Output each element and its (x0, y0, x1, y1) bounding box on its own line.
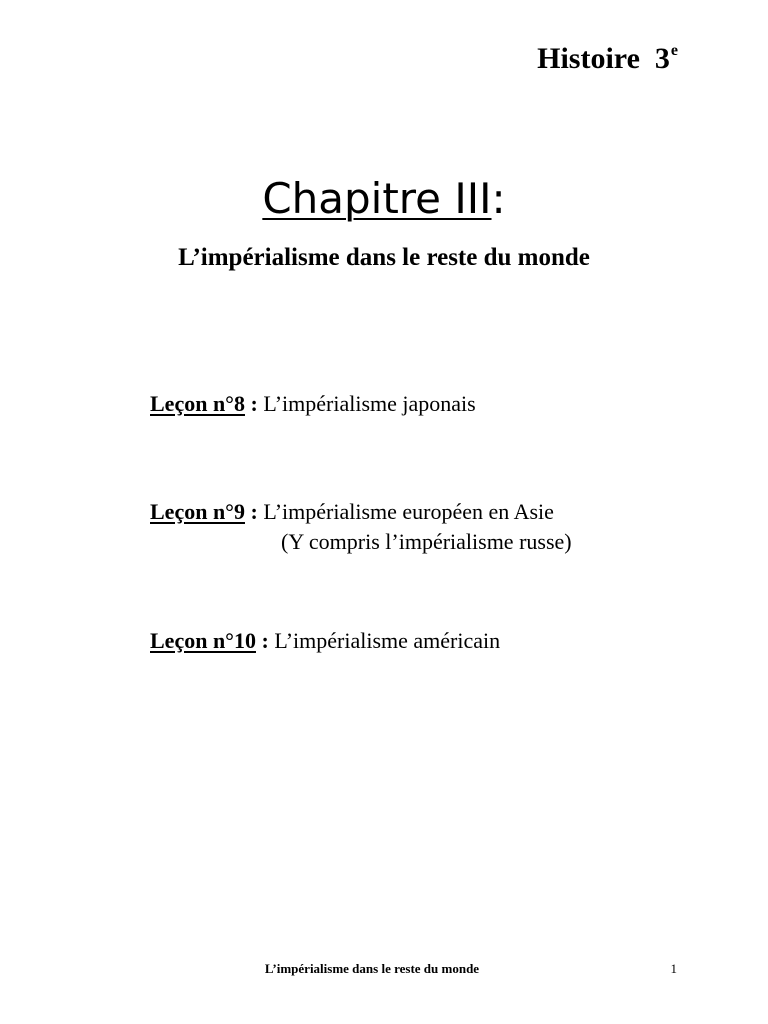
lesson-8-colon: : (244, 391, 258, 416)
subject-label: Histoire 3 (537, 42, 670, 75)
lesson-10-title: L’impérialisme américain (268, 628, 501, 653)
footer-page-number: 1 (670, 961, 677, 976)
chapter-colon: : (491, 174, 506, 223)
chapter-title (0, 176, 768, 222)
grade-suffix: e (670, 42, 678, 59)
lesson-9 (150, 497, 572, 557)
subject-heading (537, 44, 678, 74)
lesson-9-label: Leçon n°9 (150, 499, 245, 524)
lesson-10-colon: : (255, 628, 269, 653)
lesson-10-label: Leçon n°10 (150, 628, 256, 653)
lesson-10 (150, 626, 500, 656)
chapter-subtitle: L’impérialisme dans le reste du monde (178, 244, 590, 271)
lesson-8-label: Leçon n°8 (150, 391, 245, 416)
footer-title: L’impérialisme dans le reste du monde (264, 961, 480, 976)
lesson-9-title: L’impérialisme européen en Asie (257, 499, 554, 524)
chapter-label: Chapitre III (262, 174, 492, 223)
lesson-9-colon: : (244, 499, 258, 524)
lesson-8-title: L’impérialisme japonais (257, 391, 476, 416)
lesson-8 (150, 389, 476, 419)
lesson-9-title-line-2: (Y compris l’impérialisme russe) (281, 529, 572, 554)
